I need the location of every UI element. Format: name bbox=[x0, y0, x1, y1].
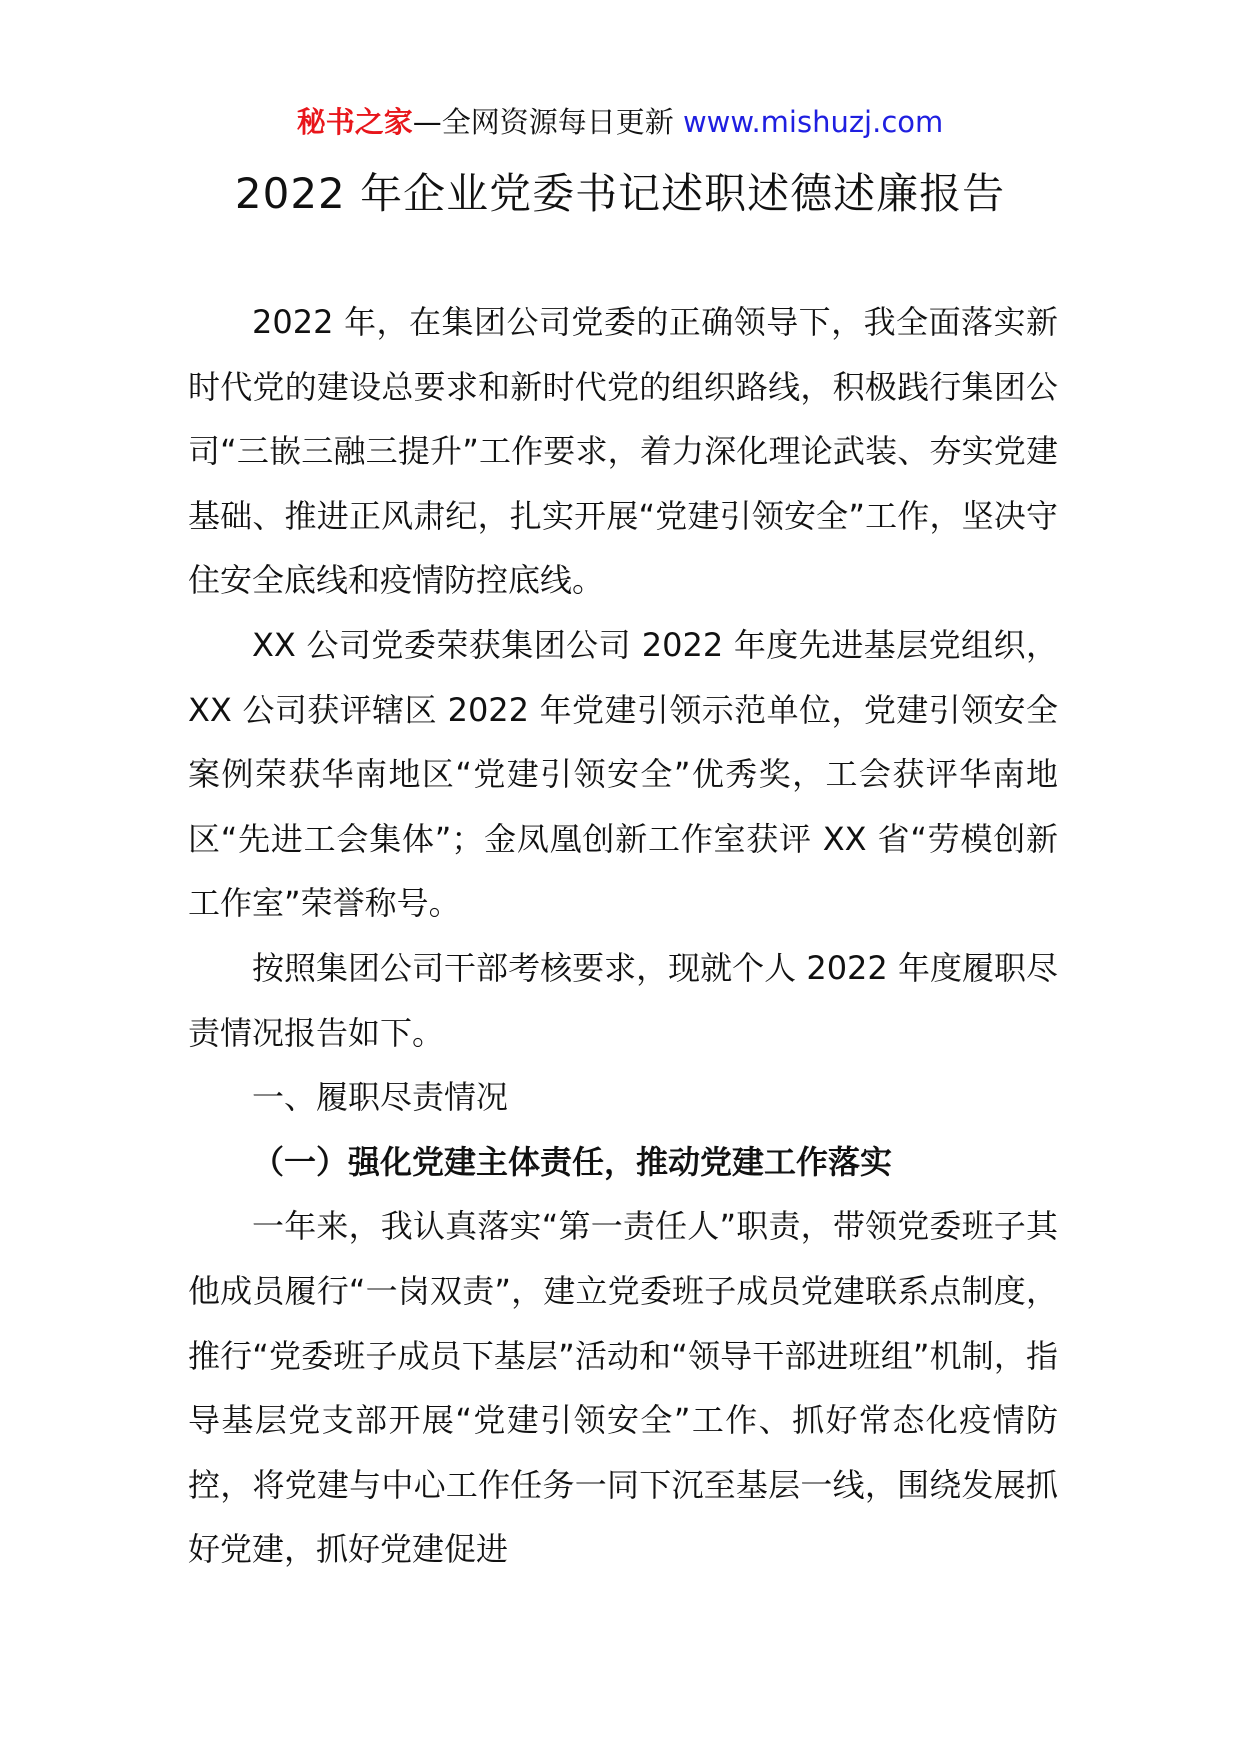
subsection-heading: （一）强化党建主体责任，推动党建工作落实 bbox=[252, 1142, 893, 1181]
paragraph-subsection: 一年来，我认真落实“第一责任人”职责，带领党委班子其他成员履行“一岗双责”，建立党委班子成员党建联系点制度，推行“党委班子成员下基层”活动和“领导干部进班组”机制，指导基层党支部开展“党建引领安全”工作、抓好常态化疫情防控，将党建与中心工作任务一同下沉至基层一线，围绕发展抓好党建，抓好党建促进 bbox=[188, 1207, 1058, 1569]
section-heading: 一、履职尽责情况 bbox=[252, 1078, 509, 1117]
site-brand: 秘书之家 bbox=[296, 105, 413, 139]
paragraph-honors: XX 公司党委荣获集团公司 2022 年度先进基层党组织，XX 公司获评辖区 2022 年党建引领示范单位，党建引领安全案例荣获华南地区“党建引领安全”优秀奖，工会获评华南地区“先进工会集体”；金凤凰创新工作室获评 XX 省“劳模创新工作室”荣誉称号。 bbox=[188, 625, 1058, 923]
document-body bbox=[188, 290, 1058, 1582]
site-url-link[interactable]: www.mishuzj.com bbox=[682, 105, 944, 139]
site-tagline: —全网资源每日更新 bbox=[412, 105, 674, 139]
site-header bbox=[0, 100, 1240, 144]
document-title: 2022 年企业党委书记述职述德述廉报告 bbox=[234, 169, 1006, 218]
paragraph-intro: 2022 年，在集团公司党委的正确领导下，我全面落实新时代党的建设总要求和新时代党的组织路线，积极践行集团公司“三嵌三融三提升”工作要求，着力深化理论武装、夯实党建基础、推进正风肃纪，扎实开展“党建引领安全”工作，坚决守住安全底线和疫情防控底线。 bbox=[188, 303, 1058, 600]
paragraph-report-intro: 按照集团公司干部考核要求，现就个人 2022 年度履职尽责情况报告如下。 bbox=[188, 948, 1058, 1052]
